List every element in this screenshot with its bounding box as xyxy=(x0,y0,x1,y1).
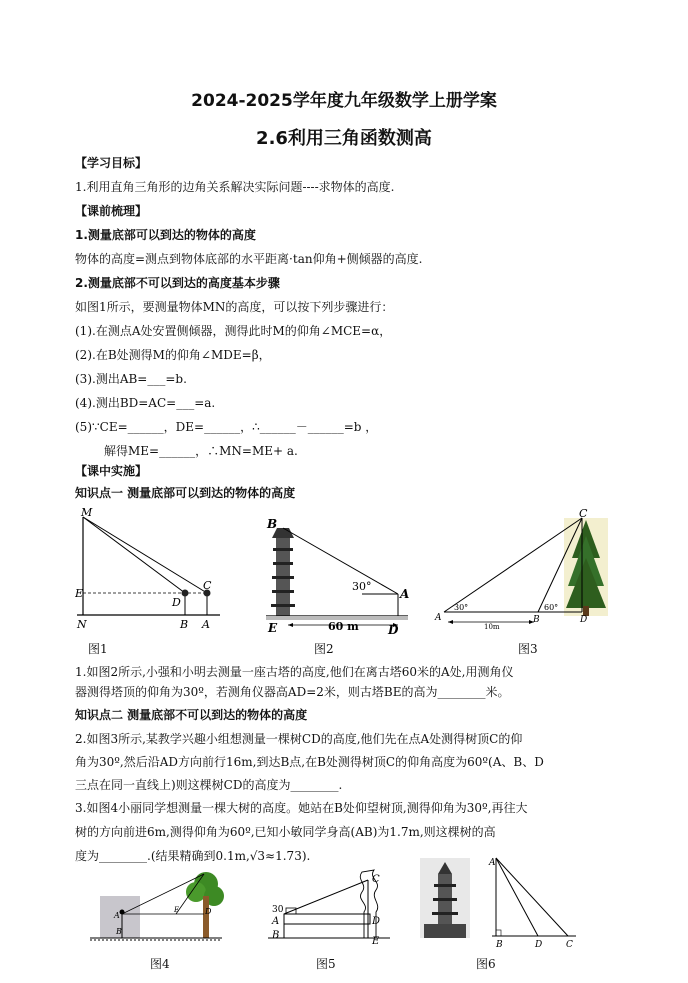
fig1-label-n: N xyxy=(77,618,87,630)
fig3-label-d: D xyxy=(580,615,588,625)
tree-icon xyxy=(186,872,224,938)
fig1-label-c: C xyxy=(203,579,212,592)
fig3-angle-60: 60° xyxy=(544,603,559,612)
knowledge-point-1: 知识点一 测量底部可以到达的物体的高度 xyxy=(75,486,296,500)
fig6-label-b: B xyxy=(496,940,503,950)
step-5: (5)∵CE=______，DE=______，∴______－______=b ， xyxy=(75,420,378,434)
fig6-label-a: A xyxy=(489,858,496,868)
question-1: 1.如图2所示,小强和小明去测量一座古塔的高度,他们在离古塔60米的A处,用测角仪 xyxy=(75,665,514,679)
fig1-label-m: M xyxy=(81,506,93,519)
step-2: (2).在B处测得M的仰角∠MDE=β， xyxy=(75,348,271,362)
section-2-title: 2.测量底部不可以到达的高度基本步骤 xyxy=(75,276,280,290)
fig1-label-a: A xyxy=(202,618,210,630)
fig5-label-e: E xyxy=(372,936,380,947)
step-1: (1).在测点A处安置侧倾器，测得此时M的仰角∠MCE=α， xyxy=(75,324,392,338)
question-2-cont-2: 三点在同一直线上)则这棵树CD的高度为________. xyxy=(75,778,343,792)
fig4-label-d: D xyxy=(205,907,212,916)
goal-header: 【学习目标】 xyxy=(75,156,148,170)
pagoda-photo-icon xyxy=(420,858,470,938)
step-5-solve: 解得ME=______，∴MN=ME+ a. xyxy=(104,444,298,458)
fig2-distance: 60 m xyxy=(328,620,359,633)
fig5-label-c: C xyxy=(372,874,380,885)
fig5-label-b: B xyxy=(272,930,280,941)
figure-1-caption: 图1 xyxy=(88,642,108,656)
figure-1 xyxy=(75,505,225,630)
figure-4 xyxy=(86,866,226,946)
figure-4-caption: 图4 xyxy=(150,957,170,971)
fig3-label-b: B xyxy=(533,615,540,625)
page-title: 2024-2025学年度九年级数学上册学案 xyxy=(191,91,497,111)
figure-5 xyxy=(264,866,398,948)
fig1-label-b: B xyxy=(180,618,189,630)
fig4-label-a: A xyxy=(114,911,120,920)
pagoda-icon xyxy=(271,528,295,616)
figure-6 xyxy=(418,854,588,952)
question-3-cont-2: 度为________.(结果精确到0.1m,√3≈1.73). xyxy=(75,849,311,863)
figure-2-caption: 图2 xyxy=(314,642,334,656)
fig2-label-b: B xyxy=(267,518,278,531)
class-header: 【课中实施】 xyxy=(75,464,148,478)
figure-6-caption: 图6 xyxy=(476,957,496,971)
fig3-label-a: A xyxy=(435,613,442,623)
fig1-label-e: E xyxy=(75,587,84,600)
review-header: 【课前梳理】 xyxy=(75,204,148,218)
fig2-label-a: A xyxy=(400,587,410,601)
tree-icon xyxy=(564,518,608,616)
question-1-cont: 器测得塔顶的仰角为30º，若测角仪器高AD=2米，则古塔BE的高为________米。 xyxy=(75,685,510,699)
goal-1: 1.利用直角三角形的边角关系解决实际问题----求物体的高度. xyxy=(75,180,395,194)
section-1-title: 1.测量底部可以到达的物体的高度 xyxy=(75,228,256,242)
fig2-label-d: D xyxy=(388,623,399,636)
fig3-angle-30: 30° xyxy=(454,603,469,612)
section-2-intro: 如图1所示，要测量物体MN的高度，可以按下列步骤进行： xyxy=(75,300,394,314)
fig2-label-e: E xyxy=(268,621,278,635)
fig4-label-b: B xyxy=(116,927,122,936)
section-1-body: 物体的高度=测点到物体底部的水平距离·tan仰角+侧倾器的高度. xyxy=(75,252,423,266)
fig4-label-e: E xyxy=(174,906,180,914)
figure-3 xyxy=(432,508,612,632)
fig5-angle-30: 30 xyxy=(272,905,284,915)
figure-3-caption: 图3 xyxy=(518,642,538,656)
fig6-label-c: C xyxy=(566,940,573,950)
fig6-label-d: D xyxy=(535,940,543,950)
fig5-label-d: D xyxy=(372,916,381,927)
step-3: (3).测出AB=___=b. xyxy=(75,372,187,386)
fig5-label-a: A xyxy=(272,916,280,927)
figure-2 xyxy=(262,518,412,636)
question-3: 3.如图4小丽同学想测量一棵大树的高度。她站在B处仰望树顶,测得仰角为30º,再往大 xyxy=(75,801,528,815)
knowledge-point-2: 知识点二 测量底部不可以到达的物体的高度 xyxy=(75,708,308,722)
fig3-label-c: C xyxy=(579,508,588,520)
step-4: (4).测出BD=AC=___=a. xyxy=(75,396,216,410)
question-3-cont: 树的方向前进6m,测得仰角为60º,已知小敏同学身高(AB)为1.7m,则这棵树的高 xyxy=(75,825,496,839)
fig2-angle: 30° xyxy=(352,580,372,593)
lesson-title: 2.6利用三角函数测高 xyxy=(256,128,432,149)
fig1-label-d: D xyxy=(172,596,181,609)
figure-5-caption: 图5 xyxy=(316,957,336,971)
question-2: 2.如图3所示,某教学兴趣小组想测量一棵树CD的高度,他们先在点A处测得树顶C的仰 xyxy=(75,732,523,746)
fig3-distance: 10m xyxy=(484,623,500,631)
question-2-cont: 角为30º,然后沿AD方向前行16m,到达B点,在B处测得树顶C的仰角高度为60º(A、B、D xyxy=(75,755,544,769)
